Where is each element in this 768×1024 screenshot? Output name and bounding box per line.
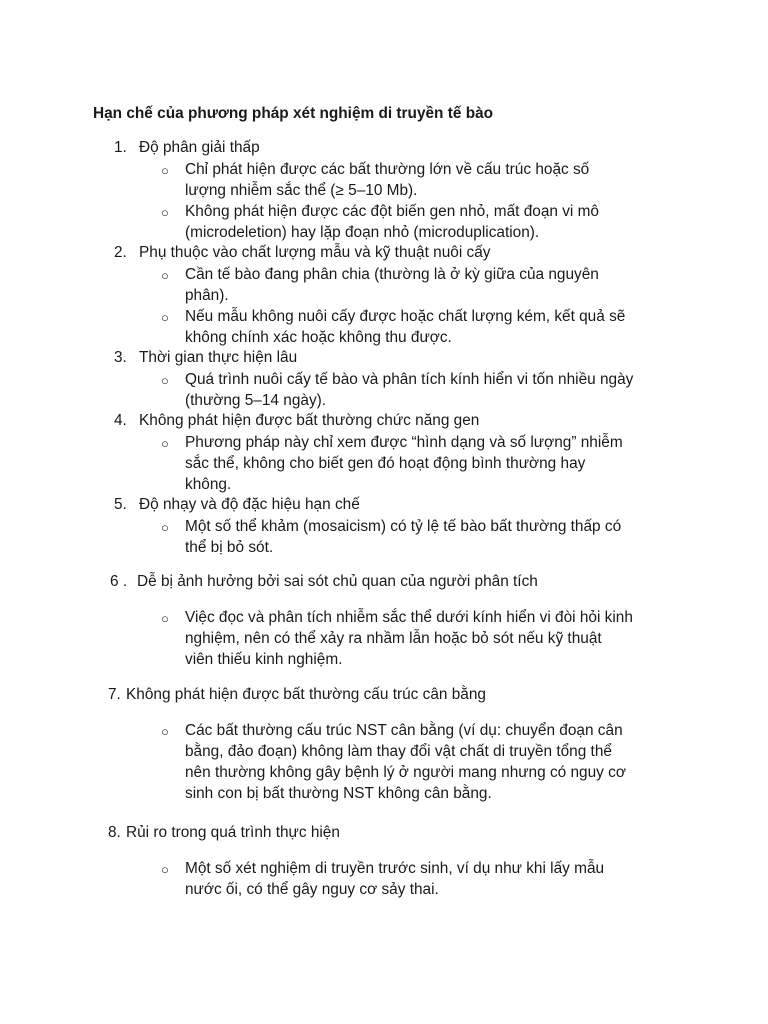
bullet-text-line: Quá trình nuôi cấy tế bào và phân tích kính hiển vi tốn nhiều ngày [185,371,634,388]
bullet-text-line: nước ối, có thể gây nguy cơ sảy thai. [185,881,439,898]
section-number: 1. [114,139,127,156]
section-heading: Không phát hiện được bất thường chức năng gen [139,412,480,429]
section-heading: Phụ thuộc vào chất lượng mẫu và kỹ thuật nuôi cấy [139,244,491,261]
bullet-text-line: không chính xác hoặc không thu được. [185,329,452,346]
bullet-text-line: viên thiếu kinh nghiệm. [185,651,343,668]
bullet-text-line: Phương pháp này chỉ xem được “hình dạng và số lượng” nhiễm [185,434,623,451]
bullet-circle-icon: ○ [161,373,169,388]
bullet-text-line: Việc đọc và phân tích nhiễm sắc thể dưới kính hiển vi đòi hỏi kinh [185,609,633,626]
bullet-text-line: Các bất thường cấu trúc NST cân bằng (ví dụ: chuyển đoạn cân [185,722,623,739]
bullet-circle-icon: ○ [161,862,169,877]
bullet-text-line: Một số xét nghiệm di truyền trước sinh, ví dụ như khi lấy mẫu [185,860,605,877]
section-number: 8. [108,824,121,841]
bullet-circle-icon: ○ [161,520,169,535]
bullet-text-line: phân). [185,287,229,304]
bullet-text-line: lượng nhiễm sắc thể (≥ 5–10 Mb). [185,182,418,199]
bullet-text-line: Nếu mẫu không nuôi cấy được hoặc chất lượng kém, kết quả sẽ [185,308,626,325]
bullet-text-line: nên thường không gây bệnh lý ở người mang nhưng có nguy cơ [185,764,626,781]
bullet-text-line: sinh con bị bất thường NST không cân bằng. [185,785,492,802]
bullet-circle-icon: ○ [161,205,169,220]
section-number: 4. [114,412,127,429]
bullet-text-line: không. [185,476,232,493]
document-title: Hạn chế của phương pháp xét nghiệm di truyền tế bào [93,105,494,122]
section-heading: Rủi ro trong quá trình thực hiện [126,824,340,841]
section-heading: Dễ bị ảnh hưởng bởi sai sót chủ quan của người phân tích [137,573,538,590]
section-heading: Độ phân giải thấp [139,139,260,156]
bullet-circle-icon: ○ [161,163,169,178]
section-number: 2. [114,244,127,261]
bullet-circle-icon: ○ [161,268,169,283]
bullet-text-line: Không phát hiện được các đột biến gen nhỏ, mất đoạn vi mô [185,203,599,220]
bullet-text-line: nghiệm, nên có thể xảy ra nhầm lẫn hoặc bỏ sót nếu kỹ thuật [185,630,602,647]
section-heading: Thời gian thực hiện lâu [139,349,298,366]
section-heading: Không phát hiện được bất thường cấu trúc cân bằng [126,686,486,703]
section-number: 5. [114,496,127,513]
bullet-circle-icon: ○ [161,436,169,451]
bullet-text-line: (microdeletion) hay lặp đoạn nhỏ (microduplication). [185,224,540,241]
bullet-text-line: sắc thể, không cho biết gen đó hoạt động bình thường hay [185,455,586,472]
bullet-circle-icon: ○ [161,724,169,739]
section-number: 3. [114,349,127,366]
bullet-text-line: (thường 5–14 ngày). [185,392,327,409]
section-heading: Độ nhạy và độ đặc hiệu hạn chế [139,496,360,513]
bullet-text-line: Một số thể khảm (mosaicism) có tỷ lệ tế bào bất thường thấp có [185,518,622,535]
bullet-text-line: Cần tế bào đang phân chia (thường là ở kỳ giữa của nguyên [185,266,599,283]
bullet-text-line: thể bị bỏ sót. [185,539,274,556]
section-number: 6 . [110,573,128,590]
bullet-text-line: bằng, đảo đoạn) không làm thay đổi vật chất di truyền tổng thể [185,743,612,760]
bullet-circle-icon: ○ [161,310,169,325]
section-number: 7. [108,686,121,703]
bullet-text-line: Chỉ phát hiện được các bất thường lớn về cấu trúc hoặc số [185,161,590,178]
bullet-circle-icon: ○ [161,611,169,626]
